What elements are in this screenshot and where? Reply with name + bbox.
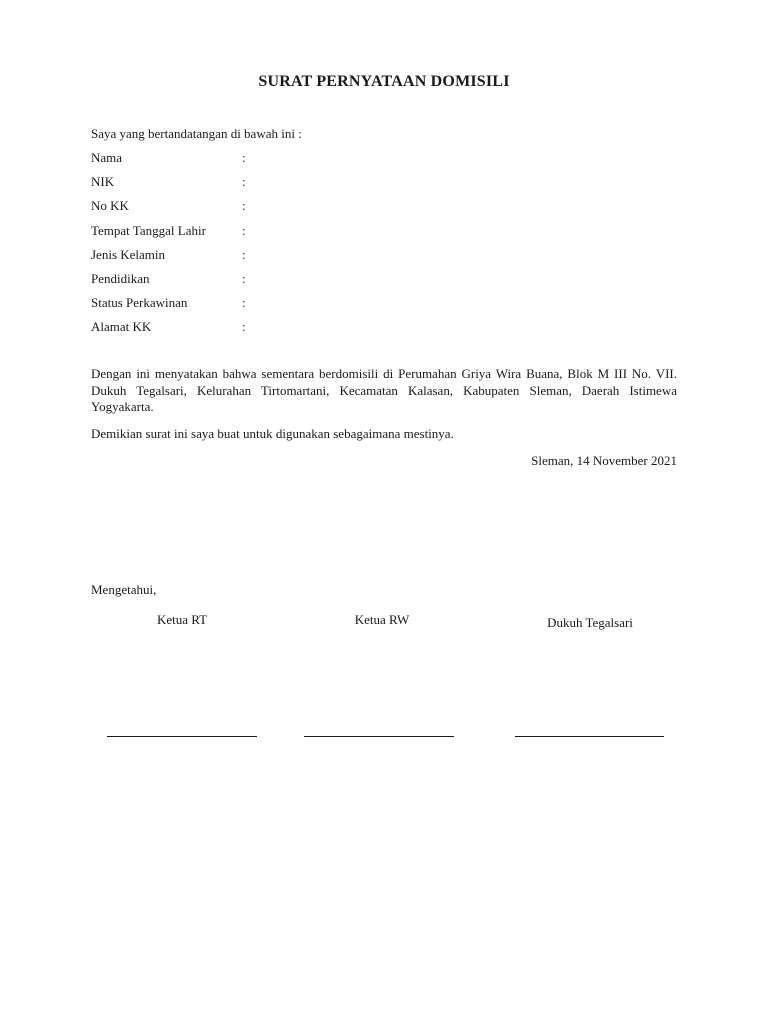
signature-line-dukuh-tegalsari — [515, 736, 664, 737]
field-colon: : — [242, 174, 246, 190]
field-row-tempat-tanggal-lahir — [91, 223, 391, 247]
field-row-no-kk — [91, 198, 391, 222]
field-label: Alamat KK — [91, 319, 152, 335]
document-title: SURAT PERNYATAAN DOMISILI — [258, 73, 510, 90]
domicile-statement: Dengan ini menyatakan bahwa sementara berdomisili di Perumahan Griya Wira Buana, Blok M III No. VII. Dukuh Tegalsari, Kelurahan Tirtomartani, Kecamatan Kalasan, Kabupaten Sleman, Daerah Istimewa Yogyakarta. — [91, 366, 677, 414]
field-label: Status Perkawinan — [91, 295, 188, 311]
signer-ketua-rt: Ketua RT — [156, 612, 208, 627]
closing-text: Demikian surat ini saya buat untuk digunakan sebagaimana mestinya. — [91, 426, 454, 441]
field-colon: : — [242, 319, 246, 335]
field-row-pendidikan — [91, 271, 391, 295]
signer-ketua-rw: Ketua RW — [354, 612, 410, 627]
field-colon: : — [242, 295, 246, 311]
field-colon: : — [242, 222, 246, 238]
identity-fields — [91, 150, 391, 344]
field-row-nama — [91, 150, 391, 174]
field-colon: : — [242, 150, 246, 165]
field-colon: : — [242, 246, 246, 262]
signature-line-ketua-rw — [304, 736, 454, 737]
field-colon: : — [242, 198, 246, 214]
field-row-jenis-kelamin — [91, 247, 391, 271]
field-row-alamat-kk — [91, 319, 391, 343]
field-label: Pendidikan — [91, 270, 150, 286]
acknowledge-label: Mengetahui, — [91, 582, 157, 597]
intro-text: Saya yang bertandatangan di bawah ini : — [91, 126, 302, 141]
field-label: NIK — [91, 174, 115, 190]
field-row-status-perkawinan — [91, 295, 391, 319]
signature-line-ketua-rt — [107, 736, 257, 737]
place-date: Sleman, 14 November 2021 — [531, 453, 677, 468]
field-label: Tempat Tanggal Lahir — [91, 222, 206, 238]
field-label: Nama — [91, 150, 123, 165]
field-row-nik — [91, 174, 391, 198]
field-label: No KK — [91, 198, 129, 214]
signer-dukuh-tegalsari: Dukuh Tegalsari — [547, 615, 633, 630]
field-label: Jenis Kelamin — [91, 246, 166, 262]
field-colon: : — [242, 270, 246, 286]
